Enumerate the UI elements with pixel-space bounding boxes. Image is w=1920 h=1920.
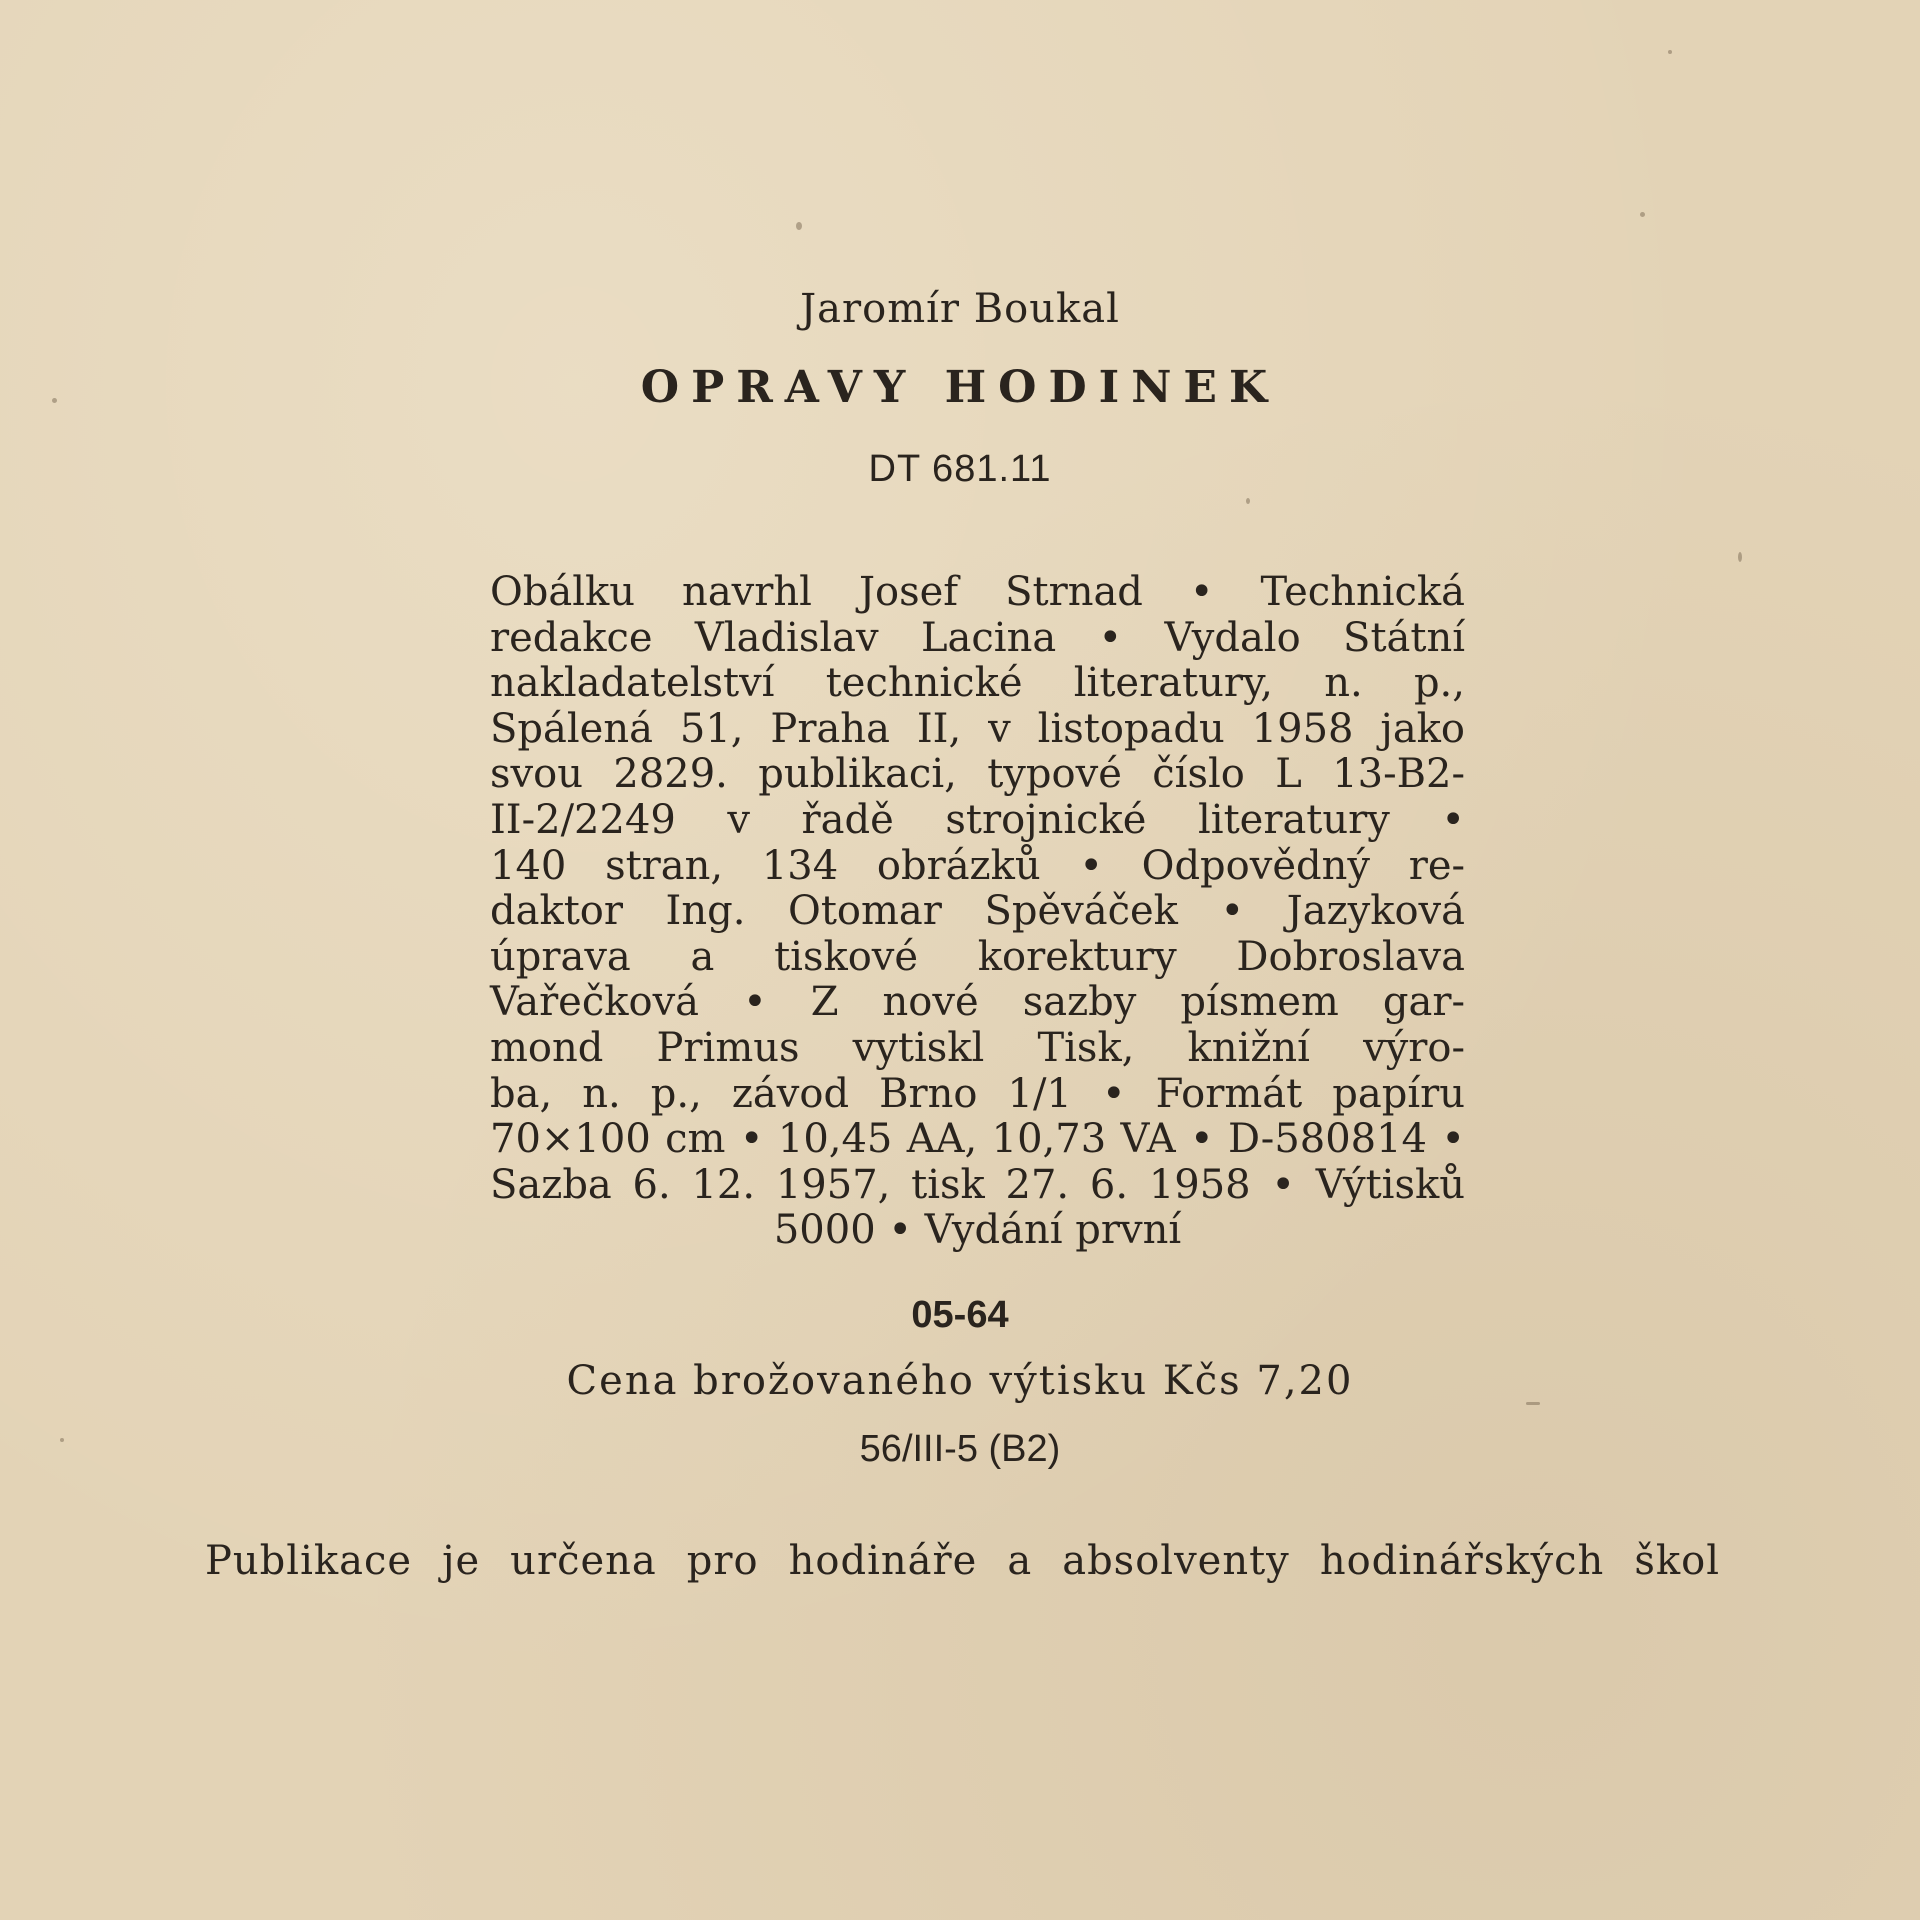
imprint-line: 5000 • Vydání první (773, 1207, 1182, 1254)
imprint-line: 70×100 cm • 10,45 AA, 10,73 VA • D-580814 • (490, 1116, 1465, 1163)
imprint-line: daktor Ing. Otomar Spěváček • Jazyková (490, 888, 1465, 935)
imprint-line: mond Primus vytiskl Tisk, knižní výro- (490, 1024, 1465, 1071)
imprint-line: nakladatelství technické literatury, n. p., (490, 660, 1465, 707)
imprint-block (490, 570, 1465, 1254)
imprint-line: II-2/2249 v řadě strojnické literatury • (490, 796, 1465, 843)
imprint-line: ba, n. p., závod Brno 1/1 • Formát papíru (490, 1070, 1465, 1117)
book-title: OPRAVY HODINEK (640, 362, 1280, 413)
classification-code: DT 681.11 (868, 448, 1052, 490)
imprint-line: redakce Vladislav Lacina • Vydalo Státní (490, 614, 1465, 661)
paper-speck (52, 398, 57, 403)
print-code: 56/III-5 (B2) (859, 1428, 1061, 1470)
author-name: Jaromír Boukal (800, 286, 1120, 332)
imprint-line: Obálku navrhl Josef Strnad • Technická (490, 569, 1465, 615)
imprint-line: úprava a tiskové korektury Dobroslava (490, 933, 1465, 980)
price-line: Cena brožovaného výtisku Kčs 7,20 (566, 1358, 1354, 1404)
paper-speck (1526, 1402, 1540, 1405)
imprint-line: Vařečková • Z nové sazby písmem gar- (490, 979, 1465, 1026)
paper-speck (1246, 498, 1250, 504)
imprint-line: 140 stran, 134 obrázků • Odpovědný re- (490, 842, 1465, 889)
order-code: 05-64 (911, 1294, 1009, 1336)
audience-note: Publikace je určena pro hodináře a absolventy hodinářských škol (205, 1538, 1720, 1584)
imprint-line: Sazba 6. 12. 1957, tisk 27. 6. 1958 • Výtisků (490, 1161, 1465, 1208)
imprint-line: Spálená 51, Praha II, v listopadu 1958 jako (490, 705, 1465, 752)
imprint-line: svou 2829. publikaci, typové číslo L 13-B2- (490, 751, 1465, 798)
paper-speck (1738, 552, 1742, 562)
paper-speck (796, 222, 802, 230)
paper-speck (1640, 212, 1645, 217)
paper-speck (60, 1438, 64, 1442)
paper-speck (1668, 50, 1672, 54)
